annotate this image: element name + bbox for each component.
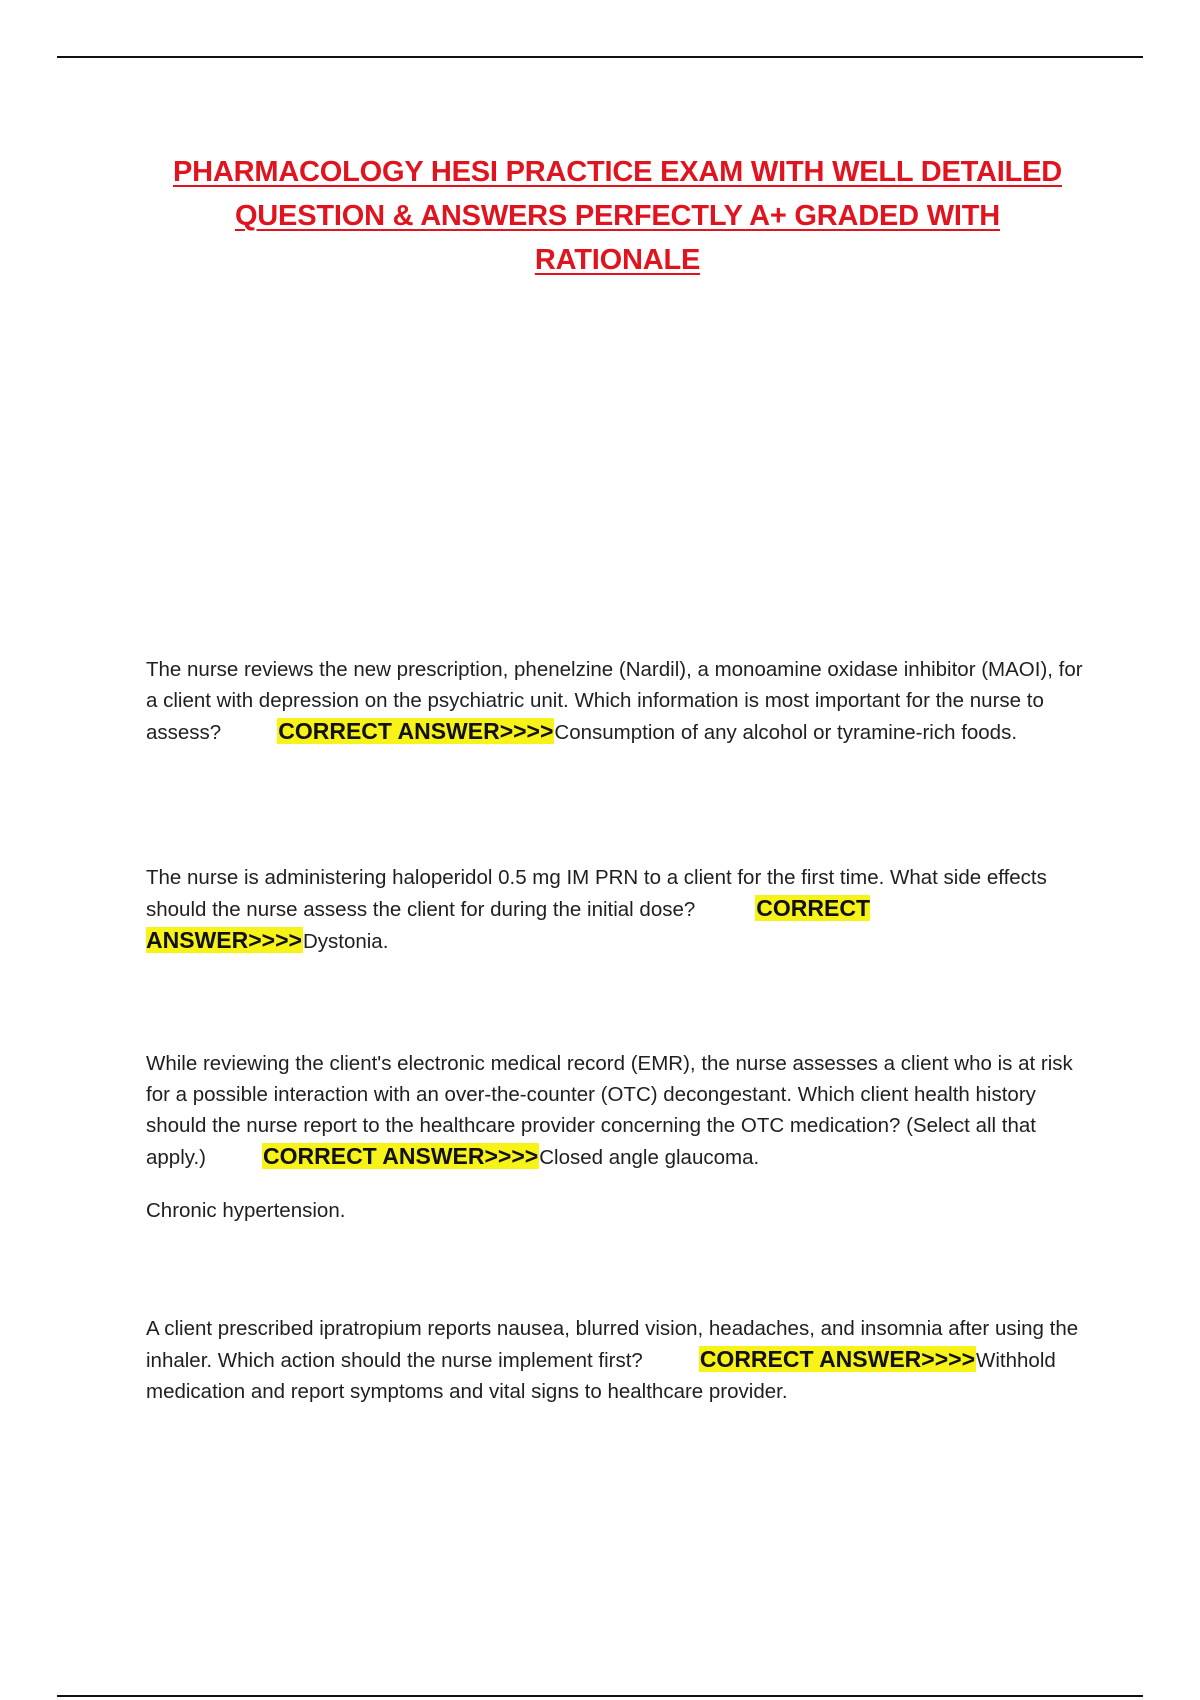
answer-text: Withhold medication and report symptoms and vital signs to healthcare provider. xyxy=(146,1349,1056,1403)
correct-answer-marker: CORRECT ANSWER>>>> xyxy=(146,895,871,953)
bottom-rule xyxy=(57,1695,1143,1697)
question-item-4 xyxy=(146,1313,1086,1407)
question-item-1 xyxy=(146,654,1086,748)
additional-answer: Chronic hypertension. xyxy=(146,1199,346,1222)
title-line-1: PHARMACOLOGY HESI PRACTICE EXAM WITH WELL DETAILED xyxy=(172,156,1062,188)
question-item-3 xyxy=(146,1048,1086,1226)
question-text: The nurse is administering haloperidol 0.5 mg IM PRN to a client for the first time. What side effects should the nurse assess the client for during the initial dose? xyxy=(146,866,1047,921)
question-text: A client prescribed ipratropium reports nausea, blurred vision, headaches, and insomnia after using the inhaler. Which action should the nurse implement first? xyxy=(146,1317,1079,1372)
answer-text: Dystonia. xyxy=(302,930,389,953)
document-title xyxy=(120,150,1115,282)
correct-answer-marker: CORRECT ANSWER>>>> xyxy=(699,1346,976,1372)
correct-answer-marker: CORRECT ANSWER>>>> xyxy=(263,1143,539,1169)
question-item-2 xyxy=(146,862,1086,957)
correct-answer-marker: CORRECT ANSWER>>>> xyxy=(278,718,554,744)
title-line-3: RATIONALE xyxy=(534,244,701,276)
answer-text: Closed angle glaucoma. xyxy=(539,1146,760,1169)
question-text: While reviewing the client's electronic medical record (EMR), the nurse assesses a client who is at risk for a possible interaction with an over-the-counter (OTC) decongestant. Which client health history should the nurse report to the healthcare provider concerning the OTC medication? (Select all that apply.) xyxy=(146,1052,1073,1169)
top-rule xyxy=(57,56,1143,58)
answer-text: Consumption of any alcohol or tyramine-rich foods. xyxy=(554,721,1018,744)
question-text: The nurse reviews the new prescription, phenelzine (Nardil), a monoamine oxidase inhibitor (MAOI), for a client with depression on the psychiatric unit. Which information is most important for the nurse to assess? xyxy=(146,658,1083,744)
title-line-2: QUESTION & ANSWERS PERFECTLY A+ GRADED WITH xyxy=(234,200,1001,232)
